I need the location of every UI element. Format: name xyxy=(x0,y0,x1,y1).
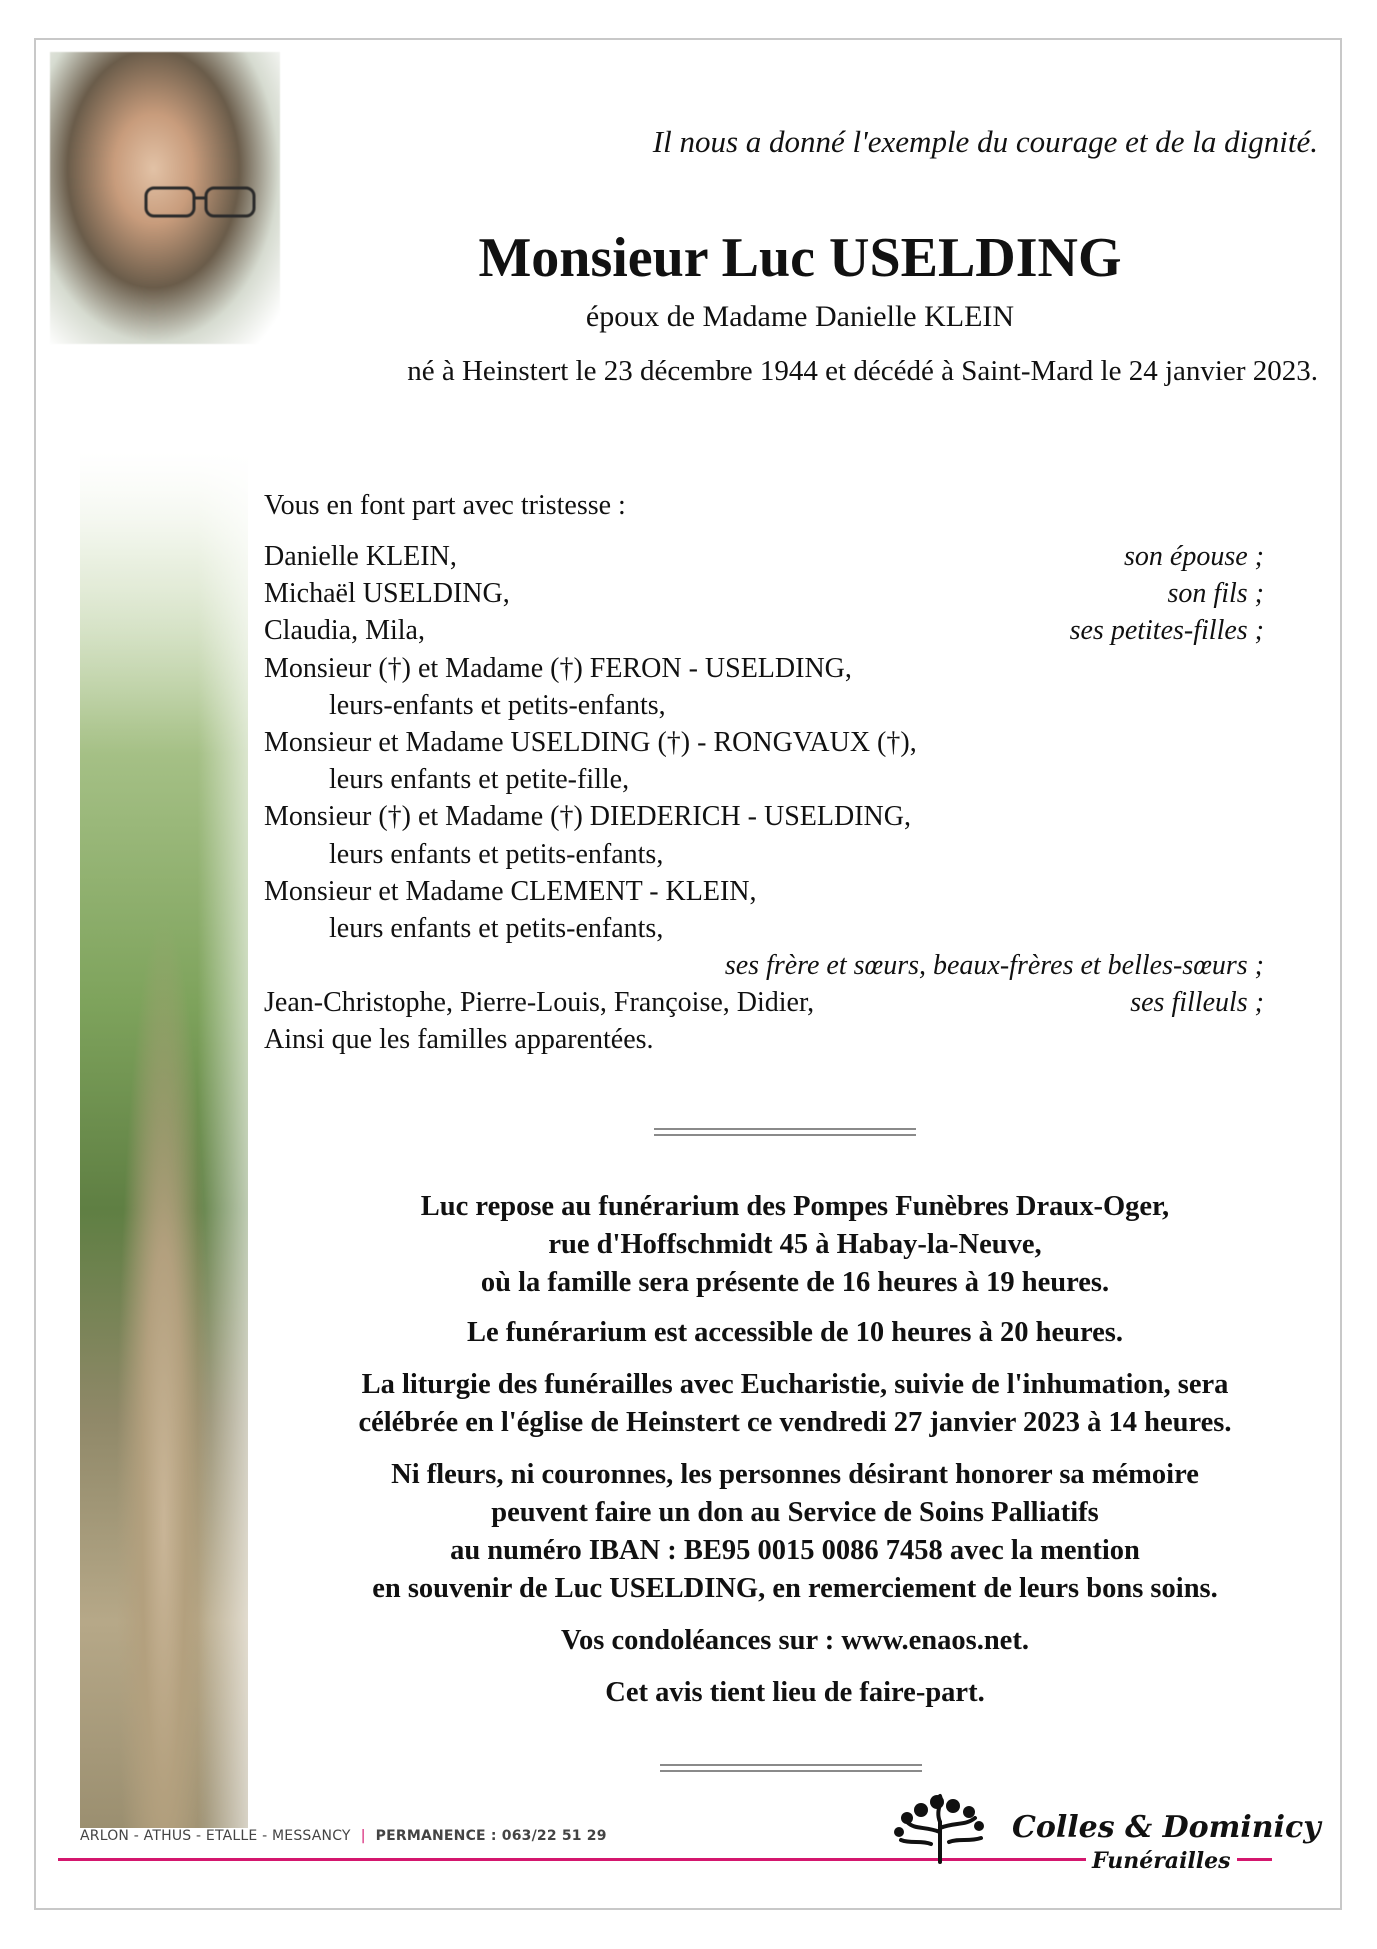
info-line: Luc repose au funérarium des Pompes Funèbres Draux-Oger, xyxy=(420,1191,1170,1222)
footer-separator: | xyxy=(360,1828,366,1844)
family-row xyxy=(264,910,1264,947)
family-list xyxy=(264,538,1264,1059)
family-row xyxy=(264,1021,1264,1058)
family-row xyxy=(264,538,1264,575)
announcement-intro: Vous en font part avec tristesse : xyxy=(264,490,626,521)
family-relation: son épouse ; xyxy=(1124,541,1264,572)
footer-permanence: PERMANENCE : 063/22 51 29 xyxy=(375,1828,607,1844)
family-member: Danielle KLEIN, xyxy=(264,541,457,572)
info-line: Cet avis tient lieu de faire-part. xyxy=(605,1677,985,1708)
family-member: leurs enfants et petits-enfants, xyxy=(329,912,664,944)
family-row xyxy=(264,873,1264,910)
family-member: Monsieur et Madame CLEMENT - KLEIN, xyxy=(264,875,757,907)
brand-name: Colles & Dominicy xyxy=(1012,1810,1321,1845)
brand-subtitle: Funérailles xyxy=(1086,1848,1237,1874)
condolences-paragraph xyxy=(270,1622,1320,1660)
birth-death-line: né à Heinstert le 23 décembre 1944 et décédé à Saint-Mard le 24 janvier 2023. xyxy=(407,355,1318,387)
family-row xyxy=(264,724,1264,761)
glasses-shape xyxy=(142,182,260,222)
family-member: leurs enfants et petits-enfants, xyxy=(329,838,664,870)
portrait-photo xyxy=(50,52,280,344)
family-relation: ses filleuls ; xyxy=(1130,987,1264,1019)
family-row xyxy=(264,575,1264,612)
family-member: Monsieur et Madame USELDING (†) - RONGVAUX (†), xyxy=(264,726,917,758)
info-line: Ni fleurs, ni couronnes, les personnes désirant honorer sa mémoire xyxy=(391,1459,1199,1490)
forest-path-image xyxy=(80,452,248,1828)
info-line: où la famille sera présente de 16 heures à 19 heures. xyxy=(480,1267,1110,1298)
opening-hours-paragraph xyxy=(270,1314,1320,1352)
info-line: en souvenir de Luc USELDING, en remerciement de leurs bons soins. xyxy=(372,1573,1218,1604)
family-member: Michaël USELDING, xyxy=(264,578,510,610)
family-row xyxy=(264,687,1264,724)
spouse-line: époux de Madame Danielle KLEIN xyxy=(585,300,1015,333)
family-relation: ses frère et sœurs, beaux-frères et belles-sœurs ; xyxy=(724,950,1264,982)
family-row xyxy=(264,650,1264,687)
info-line: célébrée en l'église de Heinstert ce vendredi 27 janvier 2023 à 14 heures. xyxy=(358,1407,1232,1438)
family-member: leurs enfants et petite-fille, xyxy=(329,764,630,796)
family-member: Claudia, Mila, xyxy=(264,615,425,647)
liturgy-paragraph xyxy=(270,1366,1320,1442)
family-relation: son fils ; xyxy=(1167,578,1264,610)
tree-logo-icon xyxy=(885,1792,995,1864)
epitaph-quote: Il nous a donné l'exemple du courage et de la dignité. xyxy=(652,124,1318,159)
footer-contact xyxy=(80,1828,607,1844)
family-member: leurs-enfants et petits-enfants, xyxy=(329,689,666,721)
family-member: Jean-Christophe, Pierre-Louis, Françoise, Didier, xyxy=(264,987,815,1019)
family-row xyxy=(264,761,1264,798)
funerarium-paragraph xyxy=(270,1188,1320,1302)
divider-bottom xyxy=(660,1764,922,1766)
family-member: Monsieur (†) et Madame (†) DIEDERICH - USELDING, xyxy=(264,801,911,833)
notice-paragraph xyxy=(270,1674,1320,1712)
info-line: peuvent faire un don au Service de Soins Palliatifs xyxy=(491,1497,1099,1528)
family-member: Monsieur (†) et Madame (†) FERON - USELDING, xyxy=(264,652,852,684)
info-line: au numéro IBAN : BE95 0015 0086 7458 avec la mention xyxy=(450,1535,1140,1566)
divider-top xyxy=(654,1128,916,1130)
family-relation: ses petites-filles ; xyxy=(1069,615,1264,647)
info-line: rue d'Hoffschmidt 45 à Habay-la-Neuve, xyxy=(548,1229,1042,1260)
footer-locations: ARLON - ATHUS - ETALLE - MESSANCY xyxy=(80,1828,351,1844)
family-row xyxy=(264,612,1264,649)
family-row xyxy=(264,984,1264,1021)
condolences-line: Vos condoléances sur : www.enaos.net. xyxy=(561,1625,1029,1656)
info-line: La liturgie des funérailles avec Eucharistie, suivie de l'inhumation, sera xyxy=(361,1369,1229,1400)
family-row xyxy=(264,798,1264,835)
family-row xyxy=(264,836,1264,873)
info-line: Le funérarium est accessible de 10 heures à 20 heures. xyxy=(467,1317,1123,1348)
family-member: Ainsi que les familles apparentées. xyxy=(264,1024,654,1056)
footer-accent-line-end xyxy=(1232,1858,1272,1861)
deceased-name: Monsieur Luc USELDING xyxy=(478,227,1122,289)
donation-paragraph xyxy=(270,1456,1320,1608)
family-row xyxy=(264,947,1264,984)
